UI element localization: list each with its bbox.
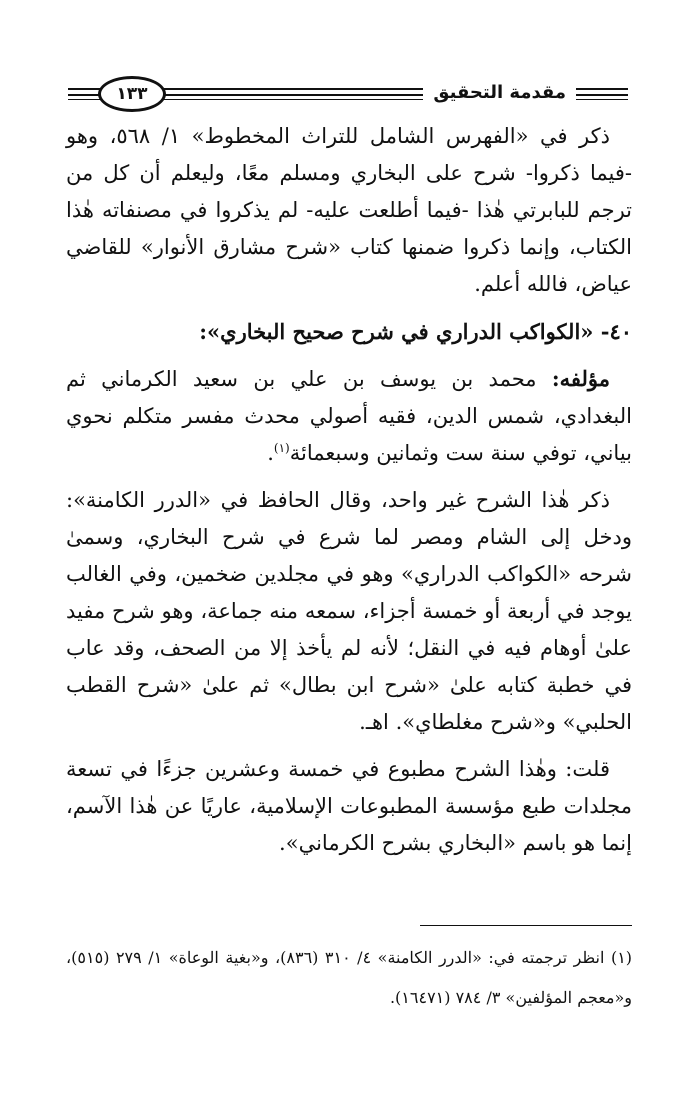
footnote-rule: [420, 925, 632, 926]
main-text: [66, 118, 632, 872]
footnote-1: (١) انظر ترجمته في: «الدرر الكامنة» ٤/ ٣١٠ (٨٣٦)، و«بغية الوعاة» ١/ ٢٧٩ (٥١٥)، و«معجم المؤلفين» ٣/ ٧٨٤ (١٦٤٧١).: [66, 948, 633, 1007]
paragraph-printed: قلت: وهٰذا الشرح مطبوع في خمسة وعشرين جزءًا في تسعة مجلدات طبع مؤسسة المطبوعات الإسلامية، عاريًا عن هٰذا الآسم، إنما هو باسم «البخاري بشرح الكرماني».: [66, 757, 632, 855]
footnotes: [66, 938, 632, 1018]
footnote-ref[interactable]: (١): [273, 441, 290, 455]
paragraph-fihris: ذكر في «الفهرس الشامل للتراث المخطوط» ١/ ٥٦٨، وهو -فيما ذكروا- شرح على البخاري ومسلم معًا، وليعلم أن كل من ترجم للبابرتي هٰذا -فيما أطلعت عليه- لم يذكروا في مصنفاته هٰذا الكتاب، وإنما ذكروا ضمنها كتاب «شرح مشارق الأنوار» للقاضي عياض، فالله أعلم.: [66, 124, 632, 296]
page-number: ١٣٣: [98, 76, 166, 112]
author-label: مؤلفه:: [551, 366, 610, 391]
paragraph-durar: ذكر هٰذا الشرح غير واحد، وقال الحافظ في «الدرر الكامنة»: ودخل إلى الشام ومصر لما شرع في شرح البخاري، وسمىٰ شرحه «الكواكب الدراري» وهو في مجلدين ضخمين، وفي الغالب يوجد في أربعة أو خمسة أجزاء، سمعه منه جماعة، وهو شرح مفيد علىٰ أوهام فيه في النقل؛ لأنه لم يأخذ إلا من الصحف، وقد عاب في خطبة كتابه علىٰ «شرح ابن بطال» ثم علىٰ «شرح القطب الحلبي» و«شرح مغلطاي». اهـ.: [66, 488, 632, 734]
author-end: .: [267, 441, 274, 465]
page-header: [68, 72, 628, 112]
entry-heading: ٤٠- «الكواكب الدراري في شرح صحيح البخاري»:: [199, 319, 632, 344]
author-text: محمد بن يوسف بن علي بن سعيد الكرماني ثم البغدادي، شمس الدين، فقيه أصولي محدث مفسر متكلم نحوي بياني، توفي سنة ست وثمانين وسبعمائة: [66, 367, 632, 465]
running-title: مقدمة التحقيق: [423, 78, 576, 108]
paragraph-author: [66, 360, 632, 472]
